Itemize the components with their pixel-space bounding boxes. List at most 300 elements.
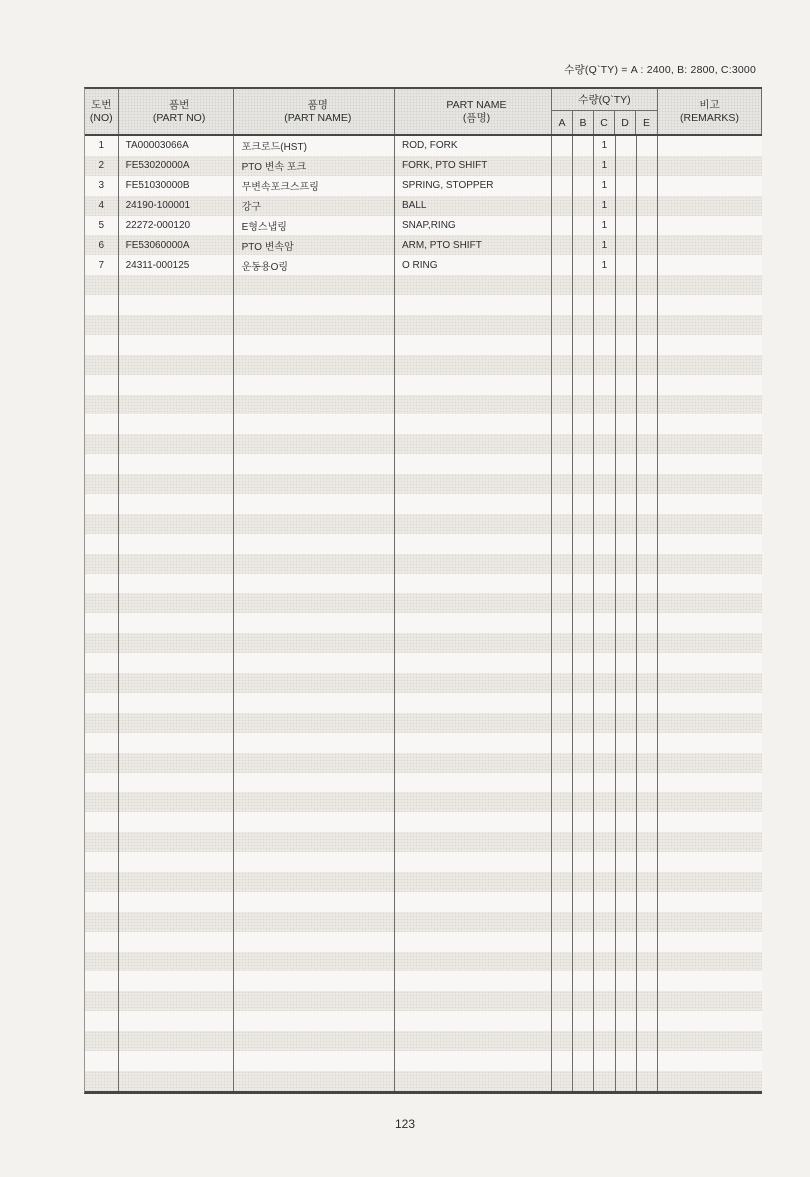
cell-qty-c [594, 733, 615, 753]
table-row-empty [85, 514, 762, 534]
cell-qty-a [552, 235, 573, 255]
cell-qty-d [616, 335, 637, 355]
cell-qty-b [573, 773, 594, 793]
cell-part-name-kr [234, 395, 395, 415]
cell-part-no [119, 514, 234, 534]
cell-part-name-kr [234, 852, 395, 872]
cell-qty-e [637, 335, 658, 355]
cell-qty-e [637, 812, 658, 832]
cell-qty-b [573, 971, 594, 991]
cell-qty-e [637, 196, 658, 216]
table-row [85, 255, 762, 275]
header-no-en: (NO) [89, 111, 113, 124]
cell-part-name-en [395, 633, 552, 653]
cell-part-name-kr [234, 474, 395, 494]
cell-part-no [119, 713, 234, 733]
cell-part-no [119, 414, 234, 434]
cell-part-name-kr [234, 275, 395, 295]
cell-remarks [658, 1071, 762, 1091]
cell-part-no [119, 773, 234, 793]
cell-qty-d [616, 653, 637, 673]
cell-qty-d [616, 693, 637, 713]
cell-part-name-en [395, 872, 552, 892]
cell-qty-e [637, 633, 658, 653]
cell-remarks [658, 295, 762, 315]
table-row-empty [85, 892, 762, 912]
cell-part-name-en [395, 315, 552, 335]
cell-qty-e [637, 574, 658, 594]
table-row-empty [85, 434, 762, 454]
table-row-empty [85, 792, 762, 812]
cell-qty-d [616, 295, 637, 315]
cell-qty-a [552, 613, 573, 633]
cell-qty-c [594, 434, 615, 454]
cell-qty-e [637, 753, 658, 773]
cell-remarks [658, 335, 762, 355]
cell-no [85, 1011, 119, 1031]
cell-remarks [658, 454, 762, 474]
cell-qty-e [637, 1031, 658, 1051]
cell-qty-d [616, 812, 637, 832]
cell-part-no [119, 1031, 234, 1051]
table-row-empty [85, 673, 762, 693]
cell-part-name-en [395, 355, 552, 375]
cell-part-name-kr [234, 892, 395, 912]
cell-part-name-en [395, 275, 552, 295]
cell-qty-c [594, 534, 615, 554]
cell-part-no [119, 375, 234, 395]
cell-part-name-kr [234, 753, 395, 773]
cell-qty-d [616, 454, 637, 474]
cell-qty-b [573, 952, 594, 972]
cell-no [85, 952, 119, 972]
cell-qty-e [637, 395, 658, 415]
cell-no [85, 1051, 119, 1071]
cell-remarks [658, 713, 762, 733]
cell-part-name-kr [234, 932, 395, 952]
cell-part-name-kr [234, 375, 395, 395]
cell-qty-b [573, 693, 594, 713]
cell-qty-d [616, 1031, 637, 1051]
cell-part-name-kr [234, 554, 395, 574]
cell-qty-b [573, 395, 594, 415]
table-row-empty [85, 454, 762, 474]
cell-qty-a [552, 1011, 573, 1031]
cell-part-no [119, 932, 234, 952]
cell-qty-b [573, 812, 594, 832]
cell-remarks [658, 434, 762, 454]
cell-qty-c [594, 574, 615, 594]
cell-qty-c [594, 693, 615, 713]
table-row-empty [85, 912, 762, 932]
cell-no [85, 753, 119, 773]
cell-part-name-en: FORK, PTO SHIFT [395, 156, 552, 176]
cell-no [85, 773, 119, 793]
cell-qty-e [637, 991, 658, 1011]
cell-qty-a [552, 693, 573, 713]
cell-qty-c: 1 [594, 156, 615, 176]
cell-part-name-kr [234, 613, 395, 633]
cell-qty-e [637, 713, 658, 733]
cell-remarks [658, 1011, 762, 1031]
cell-part-no [119, 275, 234, 295]
cell-part-name-kr: 강구 [234, 196, 395, 216]
cell-part-name-en [395, 1071, 552, 1091]
cell-qty-b [573, 593, 594, 613]
cell-qty-a [552, 474, 573, 494]
cell-remarks [658, 932, 762, 952]
header-no [85, 89, 119, 134]
table-row-empty [85, 1031, 762, 1051]
cell-qty-b [573, 196, 594, 216]
cell-remarks [658, 593, 762, 613]
table-row [85, 216, 762, 236]
table-header [85, 89, 762, 136]
cell-no [85, 653, 119, 673]
cell-qty-b [573, 832, 594, 852]
table-row-empty [85, 554, 762, 574]
cell-part-no [119, 693, 234, 713]
cell-qty-d [616, 395, 637, 415]
table-row-empty [85, 295, 762, 315]
cell-part-name-en: SNAP,RING [395, 216, 552, 236]
cell-remarks [658, 912, 762, 932]
cell-part-name-kr: PTO 변속암 [234, 235, 395, 255]
cell-qty-e [637, 494, 658, 514]
cell-no [85, 395, 119, 415]
cell-qty-e [637, 275, 658, 295]
cell-part-no [119, 554, 234, 574]
cell-qty-d [616, 176, 637, 196]
cell-part-no [119, 1051, 234, 1071]
header-remarks [658, 89, 762, 134]
table-row [85, 136, 762, 156]
header-qty-a: A [552, 111, 573, 134]
cell-qty-b [573, 454, 594, 474]
cell-part-no [119, 991, 234, 1011]
header-part-name-en-line1: PART NAME [446, 98, 507, 111]
header-qty-b: B [573, 111, 594, 134]
cell-qty-d [616, 792, 637, 812]
cell-qty-d [616, 773, 637, 793]
cell-qty-a [552, 713, 573, 733]
cell-part-name-kr [234, 792, 395, 812]
table-row-empty [85, 494, 762, 514]
cell-qty-c [594, 832, 615, 852]
cell-part-name-kr [234, 872, 395, 892]
cell-qty-a [552, 792, 573, 812]
cell-remarks [658, 633, 762, 653]
cell-qty-a [552, 852, 573, 872]
cell-part-name-kr [234, 295, 395, 315]
cell-qty-b [573, 852, 594, 872]
cell-qty-d [616, 832, 637, 852]
cell-qty-d [616, 355, 637, 375]
cell-qty-a [552, 554, 573, 574]
cell-part-name-kr [234, 832, 395, 852]
cell-remarks [658, 832, 762, 852]
cell-qty-c [594, 812, 615, 832]
cell-part-name-kr [234, 733, 395, 753]
cell-qty-a [552, 773, 573, 793]
cell-no: 7 [85, 255, 119, 275]
cell-qty-a [552, 375, 573, 395]
table-row [85, 156, 762, 176]
cell-qty-b [573, 176, 594, 196]
cell-qty-c [594, 494, 615, 514]
cell-qty-d [616, 971, 637, 991]
cell-part-name-kr [234, 673, 395, 693]
cell-part-name-kr [234, 952, 395, 972]
cell-qty-c [594, 295, 615, 315]
header-qty-e: E [642, 116, 650, 129]
cell-qty-c [594, 991, 615, 1011]
cell-part-no [119, 593, 234, 613]
cell-remarks [658, 514, 762, 534]
cell-qty-b [573, 991, 594, 1011]
table-row [85, 176, 762, 196]
cell-qty-a [552, 653, 573, 673]
cell-qty-e [637, 414, 658, 434]
cell-part-name-kr [234, 991, 395, 1011]
cell-qty-b [573, 136, 594, 156]
cell-qty-d [616, 255, 637, 275]
cell-part-name-kr [234, 315, 395, 335]
cell-qty-d [616, 753, 637, 773]
table-body [85, 136, 762, 1091]
table-row-empty [85, 315, 762, 335]
cell-no [85, 971, 119, 991]
cell-no [85, 355, 119, 375]
cell-part-no [119, 494, 234, 514]
cell-qty-d [616, 574, 637, 594]
cell-qty-b [573, 892, 594, 912]
cell-part-name-en [395, 932, 552, 952]
cell-qty-b [573, 653, 594, 673]
cell-no [85, 414, 119, 434]
table-row [85, 235, 762, 255]
cell-qty-c [594, 932, 615, 952]
cell-part-no [119, 355, 234, 375]
cell-part-name-kr [234, 494, 395, 514]
header-remarks-kr: 비고 [699, 98, 720, 111]
cell-qty-a [552, 494, 573, 514]
cell-remarks [658, 872, 762, 892]
cell-qty-b [573, 434, 594, 454]
cell-qty-a [552, 872, 573, 892]
cell-remarks [658, 255, 762, 275]
cell-qty-b [573, 295, 594, 315]
cell-part-no: FE51030000B [119, 176, 234, 196]
cell-remarks [658, 812, 762, 832]
cell-remarks [658, 375, 762, 395]
table-row-empty [85, 375, 762, 395]
cell-qty-a [552, 534, 573, 554]
cell-no [85, 852, 119, 872]
cell-part-name-en [395, 852, 552, 872]
cell-qty-a [552, 932, 573, 952]
cell-part-name-en [395, 832, 552, 852]
cell-qty-c [594, 633, 615, 653]
cell-remarks [658, 673, 762, 693]
cell-no [85, 335, 119, 355]
cell-part-name-kr [234, 355, 395, 375]
cell-remarks [658, 792, 762, 812]
cell-part-name-kr: 포크로드(HST) [234, 136, 395, 156]
cell-part-no [119, 1071, 234, 1091]
cell-part-no: 24311-000125 [119, 255, 234, 275]
cell-qty-b [573, 792, 594, 812]
cell-qty-b [573, 255, 594, 275]
cell-part-name-kr [234, 514, 395, 534]
table-row-empty [85, 713, 762, 733]
cell-part-name-en: ARM, PTO SHIFT [395, 235, 552, 255]
cell-qty-a [552, 892, 573, 912]
cell-part-name-kr [234, 633, 395, 653]
table-row-empty [85, 852, 762, 872]
cell-qty-b [573, 156, 594, 176]
table-row-empty [85, 693, 762, 713]
cell-qty-b [573, 673, 594, 693]
cell-qty-c [594, 514, 615, 534]
cell-part-no [119, 534, 234, 554]
cell-part-no [119, 633, 234, 653]
cell-no [85, 454, 119, 474]
cell-qty-d [616, 514, 637, 534]
cell-remarks [658, 494, 762, 514]
cell-qty-e [637, 872, 658, 892]
cell-part-name-kr [234, 593, 395, 613]
cell-no [85, 315, 119, 335]
table-row-empty [85, 414, 762, 434]
cell-remarks [658, 216, 762, 236]
cell-part-name-en [395, 892, 552, 912]
cell-part-no: FE53020000A [119, 156, 234, 176]
cell-qty-d [616, 375, 637, 395]
cell-qty-d [616, 1051, 637, 1071]
cell-qty-c: 1 [594, 235, 615, 255]
cell-part-name-kr [234, 434, 395, 454]
table-row-empty [85, 633, 762, 653]
cell-qty-a [552, 633, 573, 653]
table-row-empty [85, 991, 762, 1011]
cell-part-name-en [395, 792, 552, 812]
cell-part-name-kr [234, 693, 395, 713]
cell-qty-b [573, 613, 594, 633]
cell-remarks [658, 196, 762, 216]
cell-part-name-kr [234, 971, 395, 991]
cell-qty-e [637, 1011, 658, 1031]
cell-part-name-en [395, 574, 552, 594]
cell-qty-c [594, 773, 615, 793]
cell-qty-c [594, 872, 615, 892]
cell-part-name-en [395, 434, 552, 454]
header-part-name-kr [234, 89, 395, 134]
cell-no [85, 713, 119, 733]
header-no-kr: 도번 [91, 98, 112, 111]
cell-no [85, 593, 119, 613]
table-row-empty [85, 613, 762, 633]
cell-qty-e [637, 673, 658, 693]
cell-no [85, 295, 119, 315]
header-remarks-en: (REMARKS) [680, 111, 739, 124]
cell-part-name-kr: PTO 변속 포크 [234, 156, 395, 176]
cell-part-no: FE53060000A [119, 235, 234, 255]
cell-qty-d [616, 1071, 637, 1091]
table-row-empty [85, 753, 762, 773]
cell-part-name-en: SPRING, STOPPER [395, 176, 552, 196]
cell-qty-c [594, 275, 615, 295]
cell-part-no: 22272-000120 [119, 216, 234, 236]
cell-qty-e [637, 136, 658, 156]
cell-no [85, 434, 119, 454]
header-qty-label: 수량(Q`TY) [578, 94, 631, 106]
cell-part-name-en [395, 912, 552, 932]
header-qty-d: D [615, 111, 636, 134]
cell-qty-d [616, 713, 637, 733]
cell-qty-d [616, 275, 637, 295]
cell-part-no [119, 852, 234, 872]
table-row-empty [85, 593, 762, 613]
cell-qty-c: 1 [594, 255, 615, 275]
cell-part-name-kr [234, 574, 395, 594]
table-row-empty [85, 832, 762, 852]
header-part-no-kr: 품번 [168, 98, 190, 111]
cell-part-no [119, 912, 234, 932]
cell-qty-d [616, 932, 637, 952]
cell-part-no [119, 753, 234, 773]
cell-qty-b [573, 414, 594, 434]
table-row-empty [85, 1051, 762, 1071]
header-part-name-en [395, 89, 552, 134]
cell-qty-c: 1 [594, 176, 615, 196]
cell-qty-e [637, 176, 658, 196]
cell-qty-a [552, 991, 573, 1011]
cell-qty-d [616, 534, 637, 554]
cell-part-no [119, 872, 234, 892]
cell-qty-d [616, 991, 637, 1011]
cell-remarks [658, 275, 762, 295]
cell-qty-b [573, 1051, 594, 1071]
table-row [85, 196, 762, 216]
cell-part-name-kr [234, 414, 395, 434]
table-row-empty [85, 534, 762, 554]
cell-no [85, 613, 119, 633]
cell-qty-b [573, 1011, 594, 1031]
cell-qty-d [616, 235, 637, 255]
cell-remarks [658, 534, 762, 554]
cell-qty-e [637, 295, 658, 315]
cell-qty-a [552, 733, 573, 753]
cell-qty-d [616, 952, 637, 972]
cell-part-no [119, 792, 234, 812]
cell-qty-a [552, 514, 573, 534]
cell-part-name-en [395, 753, 552, 773]
cell-qty-d [616, 216, 637, 236]
cell-part-name-en [395, 733, 552, 753]
cell-remarks [658, 892, 762, 912]
cell-qty-c [594, 554, 615, 574]
cell-qty-c [594, 315, 615, 335]
cell-qty-c [594, 395, 615, 415]
cell-part-name-kr: 운동용O링 [234, 255, 395, 275]
cell-part-name-en: BALL [395, 196, 552, 216]
cell-part-no [119, 673, 234, 693]
cell-qty-b [573, 315, 594, 335]
cell-qty-d [616, 434, 637, 454]
cell-qty-e [637, 773, 658, 793]
cell-qty-c [594, 753, 615, 773]
